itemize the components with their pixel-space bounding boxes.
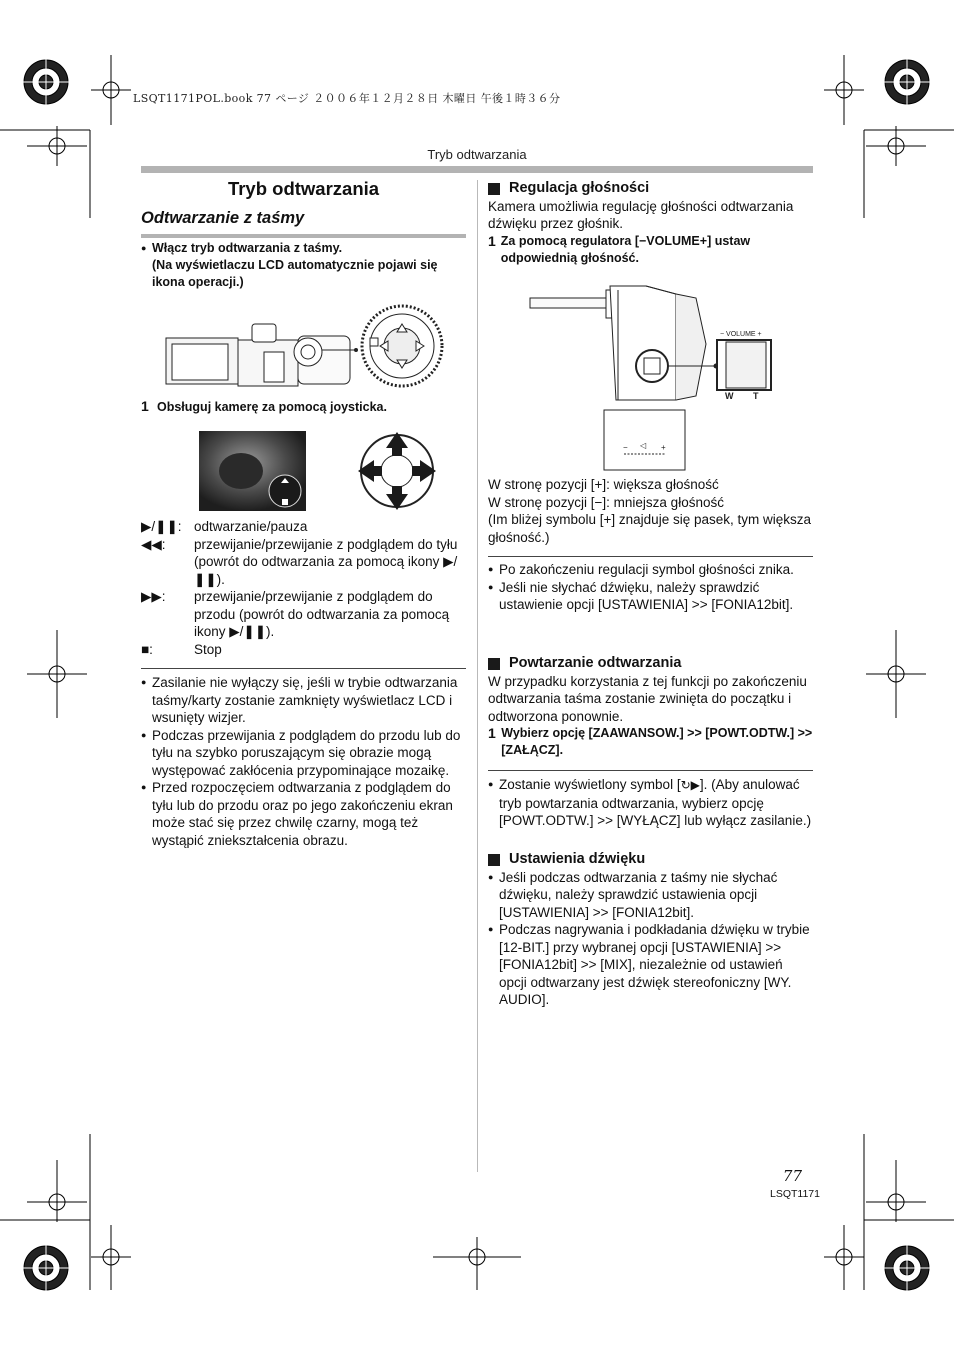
repeat-note-suffix: ]. (Aby anulować tryb powtarzania odtwarzania, wybierz opcję [POWT.ODTW.] >> [WYŁĄCZ] lub wyłącz zasilanie.) [499, 777, 812, 828]
volume-heading [488, 180, 813, 198]
step-1 [141, 398, 466, 416]
volume-notes [488, 561, 813, 614]
sound-section [488, 851, 813, 1009]
notes-rule [141, 668, 466, 669]
note-item: ● Podczas przewijania z podglądem do przodu lub do tyłu na szybko poruszającym się obrazie mogą występować zakłócenia przypominające mozaikę. [141, 727, 466, 780]
step-number: 1 [488, 725, 496, 741]
legend-symbol: ■: [141, 641, 153, 657]
note-item: ● Przed rozpoczęciem odtwarzania z podglądem do tyłu lub do przodu oraz po jego zakończeniu ekran może stać się przez chwilę czarny, mogą też wystąpić zniekształcenia obrazu. [141, 779, 466, 849]
file-header: LSQT1171POL.book 77 ページ ２００６年１２月２８日 木曜日 午後１時３６分 [133, 92, 561, 105]
intro-text [141, 240, 466, 291]
section-marker-icon [488, 183, 500, 195]
note-item: ● Jeśli nie słychać dźwięku, należy sprawdzić ustawienie opcji [USTAWIENIA] >> [FONIA12bit]. [488, 579, 813, 614]
joystick-arrows-diagram [354, 430, 440, 512]
repeat-step [488, 725, 813, 759]
page-number: 77 [782, 1167, 802, 1185]
volume-explanation [488, 476, 813, 546]
legend-row [141, 518, 466, 536]
note-item: ● Podczas nagrywania i podkładania dźwięku w trybie [12-BIT.] przy wybranej opcji [USTAWIENIA] >> [FONIA12bit] >> [MIX], niezależnie od ustawień opcji odtwarzany jest dźwięk stereofoniczny [WY. AUDIO]. [488, 921, 813, 1009]
legend-row [141, 536, 466, 589]
legend-text: Stop [194, 641, 222, 657]
repeat-text: W przypadku korzystania z tej funkcji po zakończeniu odtwarzania taśma zostanie zwinięta do początku i odtworzona ponownie. [488, 673, 807, 724]
sound-heading-text: Ustawienia dźwięku [509, 851, 646, 867]
left-notes [141, 674, 466, 849]
zoom-w-label: W [725, 391, 734, 401]
lcd-playback-photo [199, 431, 306, 511]
zoom-t-label: T [753, 391, 759, 401]
legend-row [141, 641, 466, 659]
volume-control-illustration [526, 284, 776, 474]
volume-line: W stronę pozycji [−]: mniejsza głośność [488, 494, 724, 510]
volume-notes-rule [488, 556, 813, 557]
legend-symbol: ▶▶: [141, 589, 166, 604]
note-item: ● Po zakończeniu regulacji symbol głośności znika. [488, 561, 813, 579]
volume-line: (Im bliżej symbolu [+] znajduje się pasek, tym większa głośność.) [488, 512, 811, 545]
note-item: ● Jeśli podczas odtwarzania z taśmy nie słychać dźwięku, należy sprawdzić ustawienia opcji [USTAWIENIA] >> [FONIA12bit]. [488, 869, 813, 922]
step-number: 1 [488, 232, 496, 249]
repeat-heading [488, 655, 813, 673]
repeat-notes-rule [488, 770, 813, 771]
volume-step-text: Za pomocą regulatora [−VOLUME+] ustaw odpowiednią głośność. [500, 233, 751, 265]
repeat-note [488, 776, 813, 830]
volume-label: − VOLUME + [720, 331, 762, 338]
volume-line: W stronę pozycji [+]: większa głośność [488, 477, 719, 492]
volume-text: Kamera umożliwia regulację głośności odtwarzania dźwięku przez głośnik. [488, 198, 794, 231]
legend-symbol: ▶/❚❚: [141, 519, 182, 534]
section-subtitle: Odtwarzanie z taśmy [141, 209, 305, 227]
control-legend [141, 518, 466, 658]
volume-section [488, 180, 813, 267]
page-title: Tryb odtwarzania [227, 178, 380, 199]
subtitle-rule [141, 234, 466, 238]
step-1-text: Obsługuj kamerę za pomocą joysticka. [157, 400, 387, 414]
step-1-number: 1 [141, 398, 149, 414]
column-divider [477, 180, 478, 1172]
section-marker-icon [488, 658, 500, 670]
repeat-heading-text: Powtarzanie odtwarzania [509, 655, 682, 671]
volume-step [488, 233, 813, 267]
intro-line2: (Na wyświetlaczu LCD automatycznie pojawi się ikona operacji.) [152, 258, 438, 289]
svg-text:◁: ◁ [640, 441, 647, 450]
header-rule [141, 166, 813, 173]
svg-text:−: − [623, 443, 628, 452]
legend-text: przewijanie/przewijanie z podglądem do przodu (powrót do odtwarzania za pomocą ikony ▶/❚❚). [194, 589, 450, 639]
svg-text:+: + [661, 443, 666, 452]
volume-heading-text: Regulacja głośności [509, 180, 650, 196]
running-head: Tryb odtwarzania [427, 147, 527, 162]
repeat-step-text: Wybierz opcję [ZAAWANSOW.] >> [POWT.ODTW.] >> [ZAŁĄCZ]. [501, 726, 813, 757]
repeat-play-icon: ↻▶ [680, 778, 700, 792]
camera-joystick-illustration [160, 300, 450, 392]
legend-row [141, 588, 466, 641]
document-code: LSQT1171 [769, 1188, 820, 1200]
legend-text: przewijanie/przewijanie z podglądem do tyłu (powrót do odtwarzania za pomocą ikony ▶/❚❚). [194, 536, 458, 587]
sound-heading [488, 851, 813, 869]
repeat-section [488, 655, 813, 759]
note-item: ● Zasilanie nie wyłączy się, jeśli w trybie odtwarzania taśmy/karty zostanie zamknięty wyświetlacz LCD i wsunięty wizjer. [141, 674, 466, 727]
legend-symbol: ◀◀: [141, 536, 166, 552]
note-item [488, 776, 813, 830]
legend-text: odtwarzanie/pauza [194, 519, 308, 534]
repeat-note-prefix: Zostanie wyświetlony symbol [ [499, 777, 681, 792]
section-marker-icon [488, 854, 500, 866]
intro-line1: ● Włącz tryb odtwarzania z taśmy. [141, 240, 466, 257]
